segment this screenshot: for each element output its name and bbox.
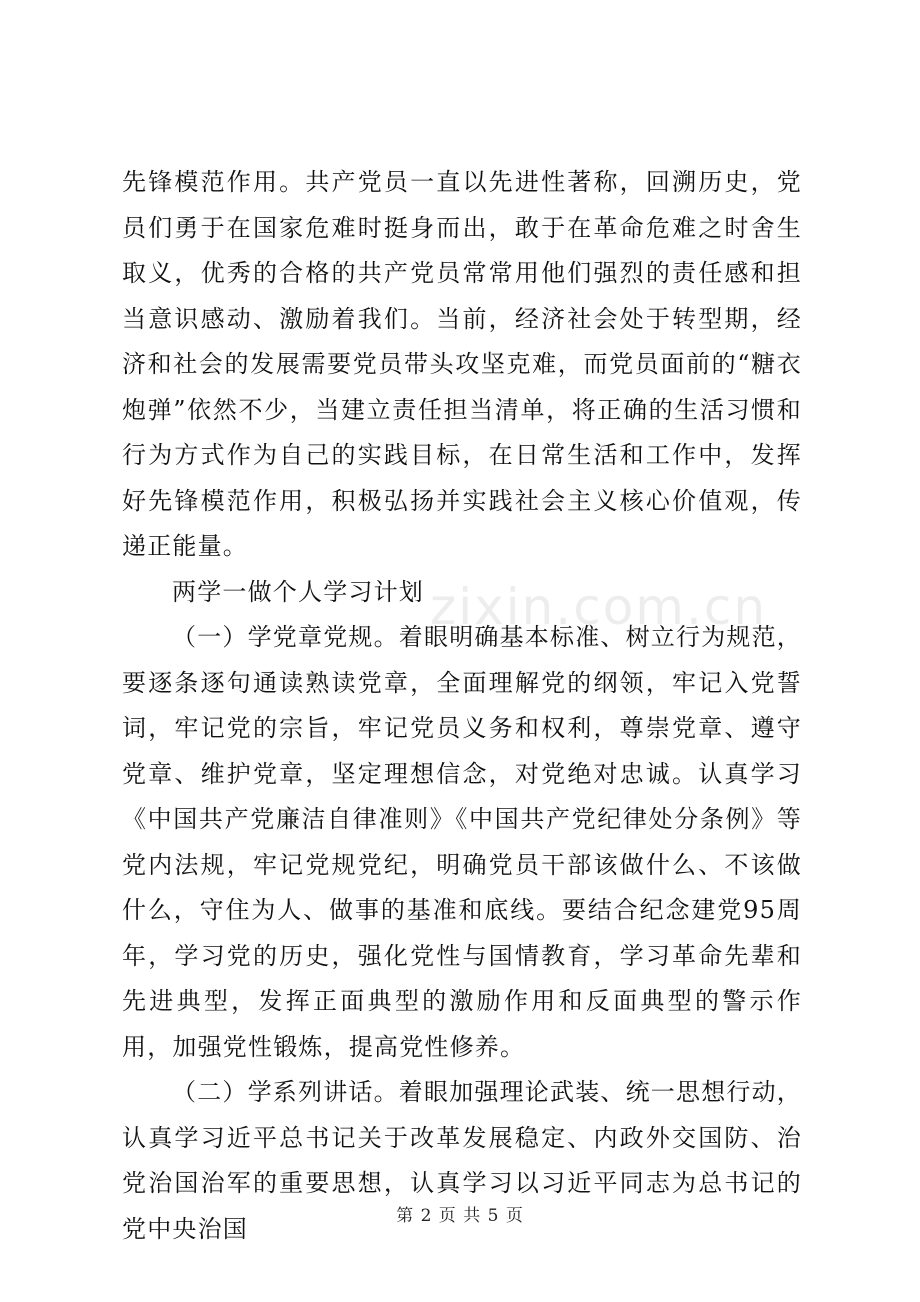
watermark: zixin.com.cn bbox=[430, 578, 768, 636]
document-body bbox=[122, 160, 802, 1252]
paragraph-intro: 先锋模范作用。共产党员一直以先进性著称，回溯历史，党员们勇于在国家危难时挺身而出，敢于在革命危难之时舍生取义，优秀的合格的共产党员常常用他们强烈的责任感和担当意识感动、激励着我们。当前，经济社会处于转型期，经济和社会的发展需要党员带头攻坚克难，而党员面前的“糖衣炮弹”依然不少，当建立责任担当清单，将正确的生活习惯和行为方式作为自己的实践目标，在日常生活和工作中，发挥好先锋模范作用，积极弘扬并实践社会主义核心价值观，传递正能量。 bbox=[122, 168, 802, 560]
paragraph-section-1: （一）学党章党规。着眼明确基本标准、树立行为规范，要逐条逐句通读熟读党章，全面理解党的纲领，牢记入党誓词，牢记党的宗旨，牢记党员义务和权利，尊崇党章、遵守党章、维护党章，坚定理想信念，对党绝对忠诚。认真学习《中国共产党廉洁自律准则》《中国共产党纪律处分条例》等党内法规，牢记党规党纪，明确党员干部该做什么、不该做什么，守住为人、做事的基准和底线。要结合纪念建党95周年，学习党的历史，强化党性与国情教育，学习革命先辈和先进典型，发挥正面典型的激励作用和反面典型的警示作用，加强党性锻炼，提高党性修养。 bbox=[122, 623, 802, 1061]
section-heading: 两学一做个人学习计划 bbox=[172, 577, 424, 606]
page-footer: 第 2 页 共 5 页 bbox=[396, 1206, 524, 1226]
paragraph-section-2: （二）学系列讲话。着眼加强理论武装、统一思想行动，认真学习近平总书记关于改革发展稳定、内政外交国防、治党治国治军的重要思想，认真学习以习近平同志为总书记的党中央治国 bbox=[122, 1078, 802, 1243]
